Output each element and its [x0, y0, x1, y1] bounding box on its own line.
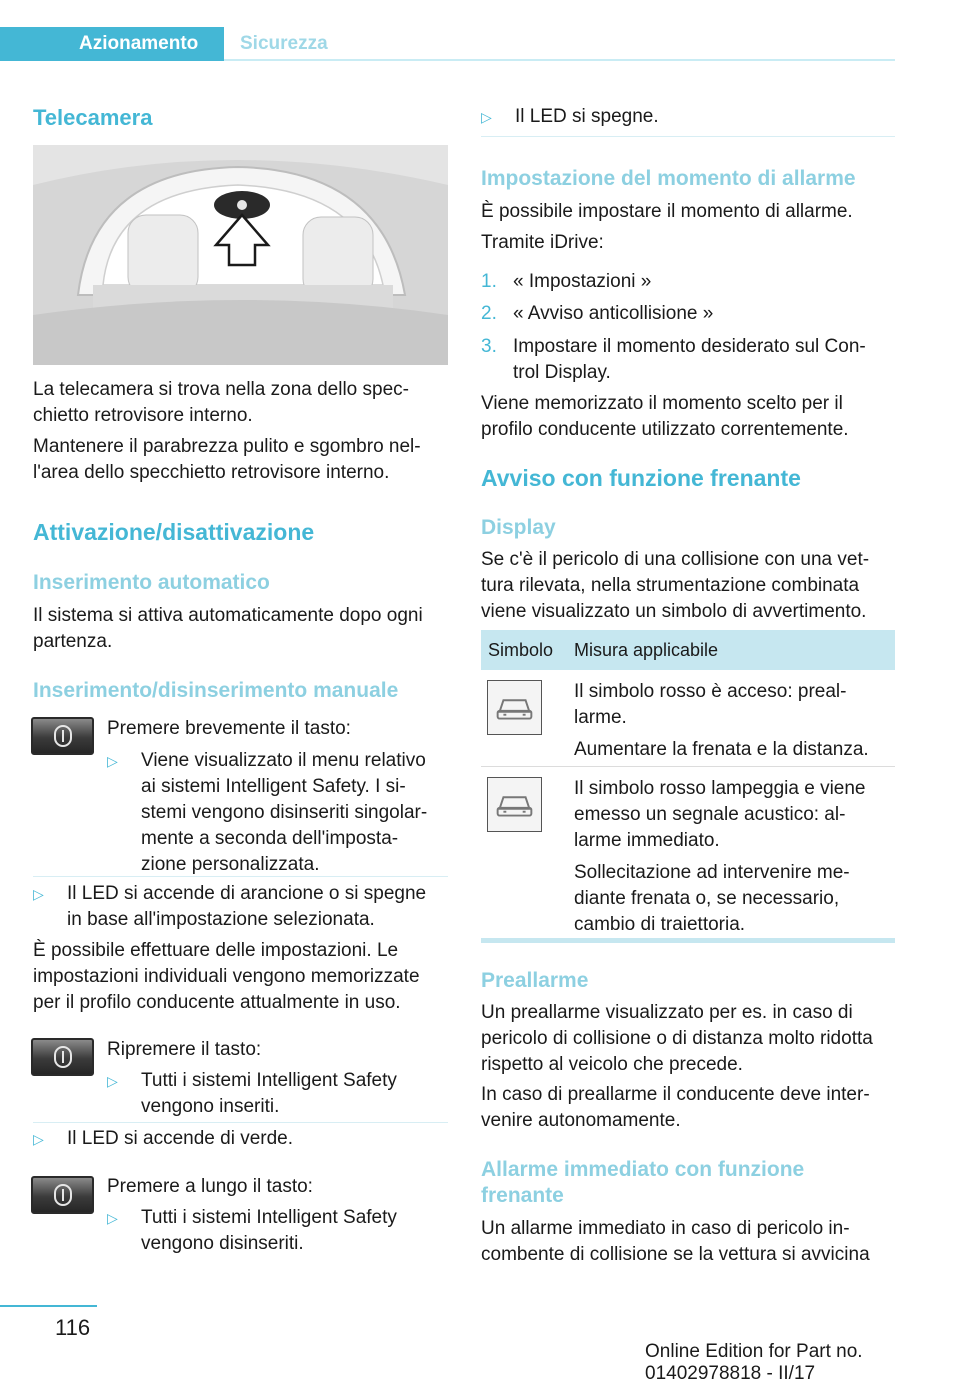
divider: [481, 136, 895, 137]
text-line: Il LED si accende di verde.: [67, 1128, 294, 1149]
text-line: emesso un segnale acustico: al-: [574, 804, 846, 825]
text-line: « Impostazioni »: [513, 271, 652, 292]
camera-location-text: [33, 377, 448, 429]
rear-window-camera-image: [33, 145, 448, 365]
text-line: larme immediato.: [574, 830, 720, 851]
collision-warning-car-icon: [487, 680, 542, 735]
text-line: Il sistema si attiva automaticamente dopo ogni: [33, 605, 423, 626]
prealarm-text: [481, 1000, 895, 1078]
text-line: stemi vengono disinseriti singolar-: [141, 802, 428, 823]
text-line: trol Display.: [513, 362, 611, 383]
page-header: [0, 27, 895, 61]
text-line: Un preallarme visualizzato per es. in caso di: [481, 1002, 853, 1023]
triangle-bullet-icon: ▷: [107, 1210, 118, 1226]
text-line: Il simbolo rosso è acceso: preal-: [574, 681, 847, 702]
text-line: È possibile effettuare delle impostazioni. Le: [33, 940, 399, 961]
heading-avviso-frenante: Avviso con funzione frenante: [481, 465, 801, 491]
intelligent-safety-button-image: [31, 1038, 94, 1076]
text-line: viene visualizzato un simbolo di avvertimento.: [481, 601, 867, 622]
intelligent-safety-icon: [54, 725, 72, 747]
text-line: combente di collisione se la vettura si avvicina: [481, 1244, 870, 1265]
triangle-bullet-icon: ▷: [481, 109, 492, 125]
display-text: [481, 547, 895, 625]
text-line: larme.: [574, 707, 627, 728]
text-line: Il simbolo rosso lampeggia e viene: [574, 778, 866, 799]
text-line: diante frenata o, se necessario,: [574, 888, 840, 909]
intelligent-safety-icon: [54, 1184, 72, 1206]
triangle-bullet-icon: ▷: [33, 886, 44, 902]
triangle-bullet-icon: ▷: [107, 1073, 118, 1089]
table-header: [481, 630, 895, 670]
triangle-bullet-icon: ▷: [107, 753, 118, 769]
collision-warning-car-icon: [487, 777, 542, 832]
press-again-text: Ripremere il tasto:: [107, 1039, 262, 1060]
list-item: [481, 104, 895, 130]
idrive-text: Tramite iDrive:: [481, 232, 604, 253]
text-line: chietto retrovisore interno.: [33, 405, 253, 426]
settings-text: [33, 938, 448, 1016]
heading-line: Allarme immediato con funzione: [481, 1158, 805, 1181]
text-line: Viene visualizzato il menu relativo: [141, 750, 426, 771]
list-item: [481, 334, 895, 386]
text-line: tura rilevata, nella strumentazione combinata: [481, 575, 860, 596]
list-item: [107, 1068, 447, 1120]
text-line: venire autonomamente.: [481, 1110, 681, 1131]
list-item: [107, 1205, 447, 1257]
text-line: « Avviso anticollisione »: [513, 303, 714, 324]
table-cell: [574, 776, 892, 938]
heading-display: Display: [481, 516, 556, 539]
column-header-misura: Misura applicabile: [574, 640, 719, 660]
table-cell: [574, 679, 892, 763]
auto-activation-text: [33, 603, 448, 655]
text-line: Tutti i sistemi Intelligent Safety: [141, 1070, 397, 1091]
list-item: [33, 1126, 448, 1152]
list-item: [481, 269, 895, 295]
online-edition-text: Online Edition for Part no. 01402978818 - II/17: [645, 1341, 863, 1384]
text-line: rispetto al veicolo che precede.: [481, 1054, 743, 1075]
step-number: 3.: [481, 336, 497, 357]
press-long-text: Premere a lungo il tasto:: [107, 1176, 313, 1197]
text-line: profilo conducente utilizzato correntemente.: [481, 419, 849, 440]
text-line: La telecamera si trova nella zona dello spec-: [33, 379, 409, 400]
heading-inserimento-manuale: Inserimento/disinserimento manuale: [33, 679, 399, 702]
step-number: 1.: [481, 271, 497, 292]
symbol-table: [481, 630, 895, 943]
text-line: Un allarme immediato in caso di pericolo in-: [481, 1218, 850, 1239]
heading-impostazione-momento: Impostazione del momento di allarme: [481, 167, 856, 190]
heading-line: frenante: [481, 1184, 564, 1207]
page-number: 116: [55, 1315, 91, 1340]
text-line: vengono inseriti.: [141, 1096, 280, 1117]
timing-text: È possibile impostare il momento di allarme.: [481, 201, 853, 222]
text-line: impostazioni individuali vengono memorizzate: [33, 966, 420, 987]
text-line: ai sistemi Intelligent Safety. I si-: [141, 776, 406, 797]
text-line: zione personalizzata.: [141, 854, 320, 875]
text-line: Aumentare la frenata e la distanza.: [574, 739, 869, 760]
text-line: Mantenere il parabrezza pulito e sgombro nel-: [33, 436, 421, 457]
text-line: l'area dello specchietto retrovisore interno.: [33, 462, 390, 483]
heading-inserimento-automatico: Inserimento automatico: [33, 571, 270, 594]
text-line: Il LED si accende di arancione o si spegne: [67, 883, 427, 904]
table-row: [481, 670, 895, 767]
text-line: Tutti i sistemi Intelligent Safety: [141, 1207, 397, 1228]
text-line: vengono disinseriti.: [141, 1233, 304, 1254]
text-line: partenza.: [33, 631, 113, 652]
press-short-text: Premere brevemente il tasto:: [107, 718, 351, 739]
text-line: Impostare il momento desiderato sul Con-: [513, 336, 866, 357]
heading-preallarme: Preallarme: [481, 969, 589, 992]
intelligent-safety-button-image: [31, 1176, 94, 1214]
text-line: pericolo di collisione o di distanza molto ridotta: [481, 1028, 873, 1049]
text-line: mente a seconda dell'imposta-: [141, 828, 399, 849]
immediate-alarm-text: [481, 1216, 895, 1268]
intelligent-safety-button-image: [31, 717, 94, 755]
footer-divider: [0, 1305, 97, 1307]
text-line: Viene memorizzato il momento scelto per il: [481, 393, 843, 414]
text-line: Il LED si spegne.: [515, 106, 659, 127]
text-line: Sollecitazione ad intervenire me-: [574, 862, 850, 883]
tab-azionamento[interactable]: Azionamento: [0, 27, 224, 61]
list-item: [481, 301, 895, 327]
text-line: Se c'è il pericolo di una collisione con una vet-: [481, 549, 870, 570]
camera-clean-text: [33, 434, 448, 486]
divider: [33, 1122, 448, 1123]
prealarm-driver-text: [481, 1082, 895, 1134]
triangle-bullet-icon: ▷: [33, 1131, 44, 1147]
text-line: per il profilo conducente attualmente in uso.: [33, 992, 401, 1013]
table-row: [481, 767, 895, 943]
tab-sicurezza[interactable]: Sicurezza: [240, 33, 328, 54]
list-item: [33, 881, 448, 933]
saved-text: [481, 391, 895, 443]
text-line: In caso di preallarme il conducente deve inter-: [481, 1084, 870, 1105]
heading-allarme-immediato: [481, 1157, 804, 1209]
intelligent-safety-icon: [54, 1046, 72, 1068]
text-line: in base all'impostazione selezionata.: [67, 909, 375, 930]
divider: [33, 876, 448, 877]
heading-attivazione: Attivazione/disattivazione: [33, 519, 315, 545]
step-number: 2.: [481, 303, 497, 324]
column-header-simbolo: Simbolo: [488, 640, 554, 660]
text-line: cambio di traiettoria.: [574, 914, 746, 935]
list-item: [107, 748, 447, 878]
heading-telecamera: Telecamera: [33, 105, 153, 130]
